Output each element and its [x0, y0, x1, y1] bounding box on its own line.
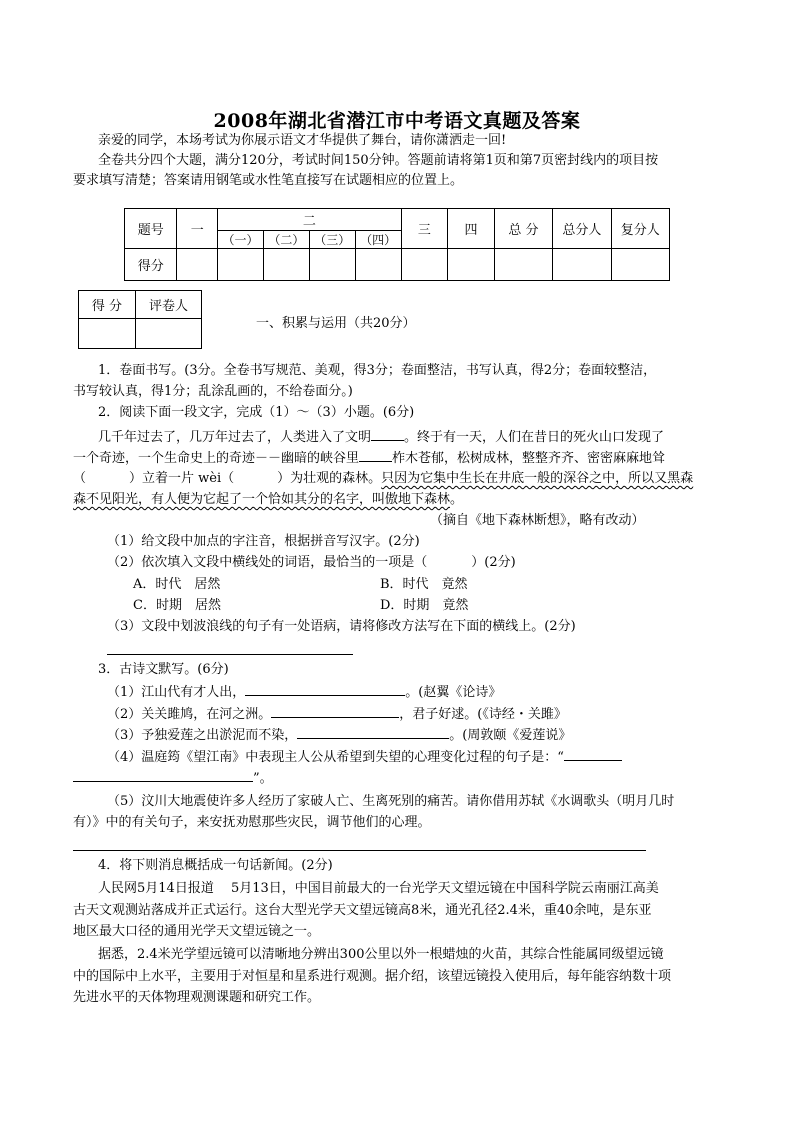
blank-q3-3[interactable]	[297, 724, 449, 739]
q3-4: （4）温庭筠《望江南》中表现主人公从希望到失望的心理变化过程的句子是：“	[107, 746, 622, 768]
news-line-4: 据悉，2.4米光学望远镜可以清晰地分辨出300公里以外一根蜡烛的火苗，其综合性能属同级望远镜	[98, 947, 664, 962]
score-cell[interactable]	[611, 249, 669, 281]
answer-line-q2-3[interactable]	[107, 654, 353, 655]
score-cell[interactable]	[494, 249, 552, 281]
q3-2: （2）关关雎鸠，在河之洲。 ，君子好逑。(《诗经・关雎》	[107, 703, 567, 725]
blank-q3-4b[interactable]	[73, 767, 253, 782]
score-cell[interactable]	[355, 249, 401, 281]
header-section-4: 四	[448, 209, 495, 249]
score-cell[interactable]	[553, 249, 611, 281]
option-d: D．时期 竟然	[380, 598, 469, 613]
header-section-3: 三	[401, 209, 448, 249]
score-cell[interactable]	[309, 249, 355, 281]
answer-line-q3-5[interactable]	[73, 850, 646, 851]
option-b: B．时代 竟然	[380, 577, 468, 592]
q3-5: （5）汶川大地震使许多人经历了家破人亡、生离死别的痛苦。请你借用苏轼《水调歌头（明月几时	[107, 794, 675, 809]
header-sub-3: （三）	[309, 231, 355, 249]
passage-line-1: 几千年过去了，几万年过去了，人类进入了文明 。终于有一天，人们在昔日的死火山口发现了	[98, 426, 664, 448]
score-cell[interactable]	[401, 249, 448, 281]
blank-q3-2[interactable]	[271, 703, 399, 718]
q2-1: （1）给文段中加点的字注音，根据拼音写汉字。(2分)	[107, 534, 420, 549]
header-sub-2: （二）	[264, 231, 310, 249]
header-tihao: 题号	[125, 209, 177, 249]
passage-line-4: 森不见阳光，有人便为它起了一个恰如其分的名字，叫傲地下森林。	[73, 492, 464, 507]
grader-table	[78, 290, 202, 349]
q1-text: 1．卷面书写。(3分。全卷书写规范、美观，得3分；卷面整洁，书写认真，得2分；卷面较整洁，	[98, 363, 657, 378]
q3-4-cont: ”。	[73, 767, 273, 789]
header-sub-1: （一）	[218, 231, 264, 249]
header-total: 总 分	[494, 209, 552, 249]
blank-1[interactable]	[371, 426, 404, 441]
score-cell[interactable]	[448, 249, 495, 281]
q3-3: （3）予独爱莲之出淤泥而不染， 。(周敦颐《爱莲说》	[107, 724, 571, 746]
news-line-6: 先进水平的天体物理观测课题和研究工作。	[73, 990, 321, 1005]
grader-name-label: 评卷人	[136, 291, 202, 319]
header-section-1: 一	[177, 209, 218, 249]
q3-1: （1）江山代有才人出， 。(赵翼《论诗》	[107, 681, 501, 703]
news-line-1: 人民网5月14日报道 5月13日，中国目前最大的一台光学天文望远镜在中国科学院云南丽江高美	[98, 881, 659, 896]
passage-line-2: 一个奇迹，一个生命史上的奇迹－－幽暗的峡谷里 柞木苍郁，松树成林，整整齐齐、密密麻麻地耸	[73, 447, 665, 469]
passage-source: （摘自《地下森林断想》，略有改动）	[430, 513, 645, 528]
q1-text-cont: 书写较认真，得1分；乱涂乱画的，不给卷面分。)	[73, 384, 353, 399]
option-a: A．时代 居然	[133, 577, 221, 592]
score-table	[124, 208, 670, 281]
page-title: 2008年湖北省潜江市中考语文真题及答案	[213, 110, 581, 132]
q4-intro: 4．将下则消息概括成一句话新闻。(2分)	[98, 858, 333, 873]
header-fufenren: 复分人	[611, 209, 669, 249]
q2-2: （2）依次填入文段中横线处的词语，最恰当的一项是（ ）(2分)	[107, 555, 516, 570]
grader-score-cell[interactable]	[79, 319, 136, 349]
header-sub-4: （四）	[355, 231, 401, 249]
grader-score-label: 得 分	[79, 291, 136, 319]
blank-q3-4a[interactable]	[564, 746, 622, 761]
news-line-5: 中的国际中上水平，主要用于对恒星和星系进行观测。据介绍，该望远镜投入使用后，每年能容纳数十项	[73, 969, 672, 984]
score-cell[interactable]	[218, 249, 264, 281]
news-line-2: 古天文观测站落成并正式运行。这台大型光学天文望远镜高8米，通光孔径2.4米，重40余吨，是东亚	[73, 903, 652, 918]
intro-instructions: 全卷共分四个大题，满分120分，考试时间150分钟。答题前请将第1页和第7页密封线内的项目按	[98, 153, 659, 168]
news-line-3: 地区最大口径的通用光学天文望远镜之一。	[73, 924, 321, 939]
score-cell[interactable]	[264, 249, 310, 281]
intro-instructions-cont: 要求填写清楚；答案请用钢笔或水性笔直接写在试题相应的位置上。	[73, 173, 464, 188]
q3-intro: 3．古诗文默写。(6分)	[98, 662, 229, 677]
intro-greeting: 亲爱的同学，本场考试为你展示语文才华提供了舞台，请你潇洒走一回!	[98, 133, 507, 148]
q2-3: （3）文段中划波浪线的句子有一处语病，请将修改方法写在下面的横线上。(2分)	[107, 619, 576, 634]
score-cell[interactable]	[177, 249, 218, 281]
wavy-sentence-part-2: 森不见阳光，有人便为它起了一个恰如其分的名字，叫傲地下森林	[73, 492, 451, 507]
q3-5-cont: 有）》中的有关句子，来安抚劝慰那些灾民，调节他们的心理。	[73, 815, 431, 830]
grader-name-cell[interactable]	[136, 319, 202, 349]
option-c: C．时期 居然	[133, 598, 221, 613]
wavy-sentence-part-1: 只因为它集中生长在井底一般的深谷之中，所以又黑森	[381, 471, 694, 486]
header-zongfenren: 总分人	[553, 209, 611, 249]
blank-2[interactable]	[359, 447, 392, 462]
blank-q3-1[interactable]	[245, 681, 405, 696]
section-1-heading: 一、积累与运用（共20分）	[256, 316, 416, 331]
q2-intro: 2．阅读下面一段文字，完成（1）～（3）小题。(6分)	[98, 405, 415, 420]
passage-line-3: （ ）立着一片 wèi（ ）为壮观的森林。只因为它集中生长在井底一般的深谷之中，所以又黑森	[73, 471, 694, 486]
header-section-2: 二	[218, 209, 402, 231]
row-defen-label: 得分	[125, 249, 177, 281]
